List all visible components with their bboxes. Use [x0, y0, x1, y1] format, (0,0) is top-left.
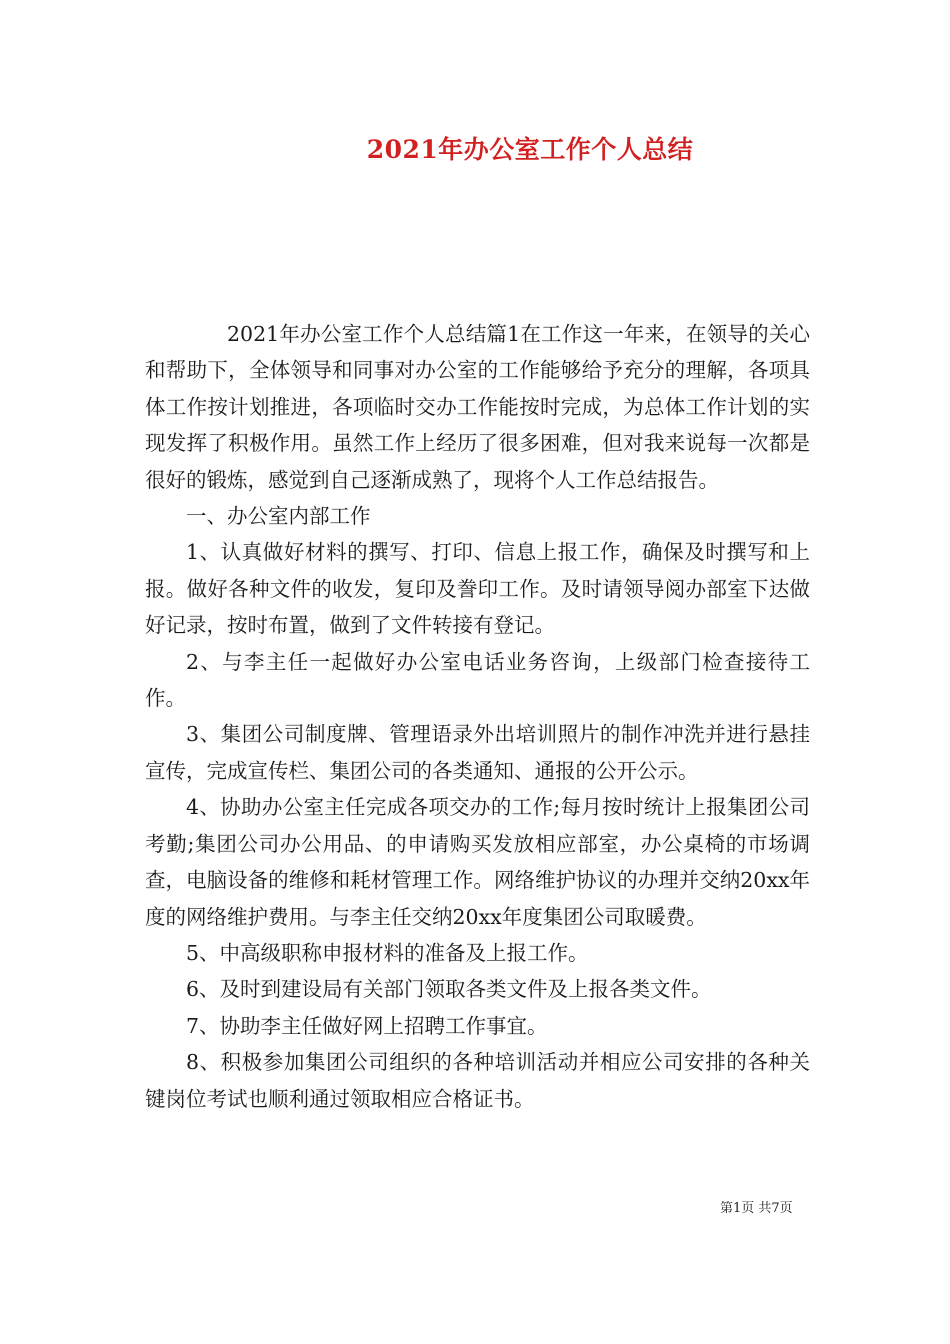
list-item: 8、积极参加集团公司组织的各种培训活动并相应公司安排的各种关键岗位考试也顺利通过领取相应合格证书。 — [145, 1050, 810, 1111]
paragraph-intro: 2021年办公室工作个人总结篇1在工作这一年来，在领导的关心和帮助下，全体领导和同事对办公室的工作能够给予充分的理解，各项具体工作按计划推进，各项临时交办工作能按时完成，为总体工作计划的实现发挥了积极作用。虽然工作上经历了很多困难，但对我来说每一次都是很好的锻炼，感觉到自己逐渐成熟了，现将个人工作总结报告。 — [145, 322, 810, 492]
document-body — [145, 316, 810, 1117]
list-item: 2、与李主任一起做好办公室电话业务咨询，上级部门检查接待工作。 — [145, 649, 810, 711]
page-number-footer: 第1页 共7页 — [720, 1201, 793, 1216]
list-item: 4、协助办公室主任完成各项交办的工作;每月按时统计上报集团公司考勤;集团公司办公用品、的申请购买发放相应部室，办公桌椅的市场调查，电脑设备的维修和耗材管理工作。网络维护协议的办理并交纳20xx年度的网络维护费用。与李主任交纳20xx年度集团公司取暖费。 — [145, 795, 810, 929]
section-heading: 一、办公室内部工作 — [186, 504, 371, 529]
list-item: 1、认真做好材料的撰写、打印、信息上报工作，确保及时撰写和上报。做好各种文件的收发，复印及誊印工作。及时请领导阅办部室下达做好记录，按时布置，做到了文件转接有登记。 — [145, 540, 810, 638]
list-item: 7、协助李主任做好网上招聘工作事宜。 — [186, 1013, 548, 1038]
list-item: 5、中高级职称申报材料的准备及上报工作。 — [186, 940, 589, 965]
list-item: 3、集团公司制度牌、管理语录外出培训照片的制作冲洗并进行悬挂宣传，完成宣传栏、集团公司的各类通知、通报的公开公示。 — [145, 722, 810, 783]
document-title: 2021年办公室工作个人总结 — [366, 135, 694, 164]
list-item: 6、及时到建设局有关部门领取各类文件及上报各类文件。 — [186, 977, 712, 1002]
